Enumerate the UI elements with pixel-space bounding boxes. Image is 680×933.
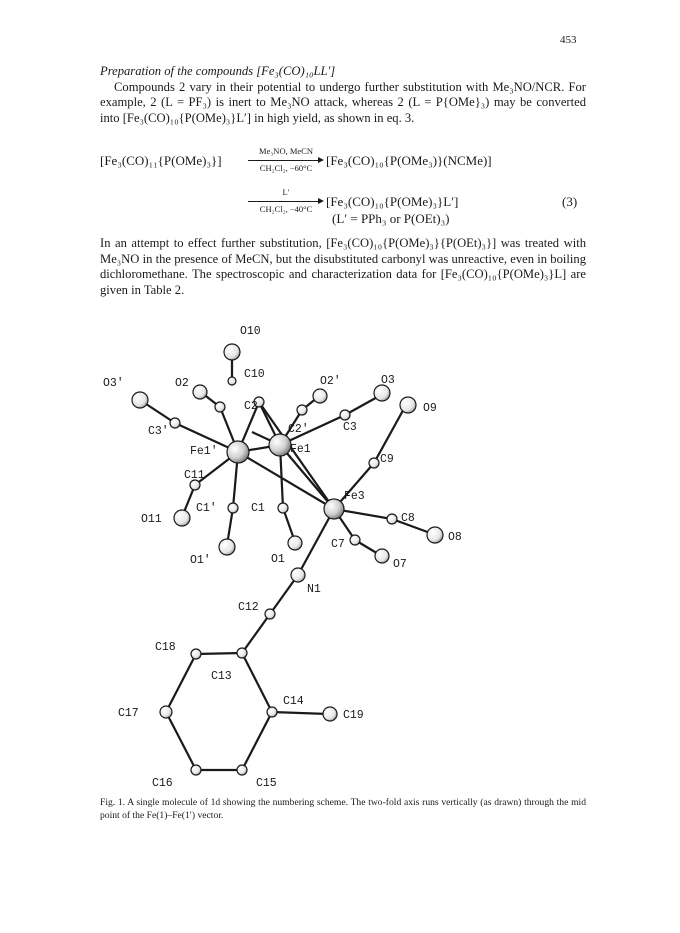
atom-o9 (400, 397, 416, 413)
atom-c7 (350, 535, 360, 545)
figure-caption: Fig. 1. A single molecule of 1d showing the numbering scheme. The two-fold axis runs vertically (as drawn) through the mid point of the Fe(1)–Fe(1′) vector. (100, 797, 586, 821)
label-c19: C19 (343, 709, 364, 722)
label-o7: O7 (393, 558, 407, 571)
atom-c14 (267, 707, 277, 717)
label-c2p: C2′ (288, 423, 309, 436)
label-o2p: O2′ (320, 375, 341, 388)
label-c18: C18 (155, 641, 176, 654)
label-fe1: Fe1 (290, 443, 311, 456)
atom-o8 (427, 527, 443, 543)
label-fe3: Fe3 (344, 490, 365, 503)
bond-c3p-o3p (143, 402, 175, 423)
label-c3p: C3′ (148, 425, 169, 438)
atom-c10b (228, 377, 236, 385)
atom-o1 (288, 536, 302, 550)
atom-c8 (387, 514, 397, 524)
atom-c16 (191, 765, 201, 775)
label-o3: O3 (381, 374, 395, 387)
label-o8: O8 (448, 531, 462, 544)
bond-c17-c18 (166, 654, 196, 712)
atom-c19 (323, 707, 337, 721)
bond-fe3-n1 (298, 509, 334, 575)
label-o3p: O3′ (103, 377, 124, 390)
atom-fe1p (227, 441, 249, 463)
label-c12: C12 (238, 601, 259, 614)
atom-c3p (170, 418, 180, 428)
atom-c1p (228, 503, 238, 513)
label-c17: C17 (118, 707, 139, 720)
atom-o2 (193, 385, 207, 399)
bond-c13-c14 (242, 653, 272, 712)
atom-c18 (191, 649, 201, 659)
bonds (143, 360, 433, 770)
label-c7: C7 (331, 538, 345, 551)
atom-o1p (219, 539, 235, 555)
label-o9: O9 (423, 402, 437, 415)
label-c11: C11 (184, 469, 205, 482)
atom-n1 (291, 568, 305, 582)
eq-product2: [Fe₃(CO)₁₀{P(OMe)₃}L′] (326, 194, 459, 209)
atom-c2 (297, 405, 307, 415)
atom-o3p (132, 392, 148, 408)
bond-c14-c19 (272, 712, 328, 714)
label-n1: N1 (307, 583, 321, 596)
label-fe1p: Fe1′ (190, 445, 218, 458)
atom-c9 (369, 458, 379, 468)
atom-c12 (265, 609, 275, 619)
eq-condition: (L′ = PPh₃ or P(OEt)₃) (332, 211, 450, 226)
paragraph-1: Compounds 2 vary in their potential to undergo further substitution with Me₃NO/NCR. For example, 2 (L = PF₃) is inert to Me₃NO attack, whereas 2 (L = P{OMe}₃) may be converted into [Fe₃(CO)₁₀{P(OMe)₃}L′] in high yield, as shown in eq. 3. (100, 79, 586, 125)
label-c16: C16 (152, 777, 173, 790)
atom-o7 (375, 549, 389, 563)
label-c8: C8 (401, 512, 415, 525)
label-c13: C13 (211, 670, 232, 683)
label-c15: C15 (256, 777, 277, 790)
bond-c12-c13 (242, 614, 270, 653)
atom-labels (103, 325, 462, 790)
atom-c1 (278, 503, 288, 513)
atom-c13 (237, 648, 247, 658)
eq-product1: [Fe₃(CO)₁₀{P(OMe₃)}(NCMe)] (326, 153, 492, 168)
atom-fe1 (269, 434, 291, 456)
label-c1: C1 (251, 502, 265, 515)
eq-number: (3) (562, 194, 578, 209)
label-o10: O10 (240, 325, 261, 338)
eq-arrow2-bottom: CH₂Cl₂, −40°C (259, 204, 313, 214)
label-c3: C3 (343, 421, 357, 434)
atom-fe3 (324, 499, 344, 519)
atom-c17 (160, 706, 172, 718)
eq-reactant: [Fe₃(CO)₁₁{P(OMe)₃}] (100, 153, 222, 168)
eq-arrow1-bottom: CH₂Cl₂, −60°C (259, 163, 313, 173)
bond-c16-c17 (166, 712, 196, 770)
label-c9: C9 (380, 453, 394, 466)
atom-o10 (224, 344, 240, 360)
eq-arrow1-top: Me₃NO, MeCN (259, 146, 313, 156)
atom-c2p (215, 402, 225, 412)
bond-c18-c13 (196, 653, 242, 654)
label-c2: C2 (244, 400, 258, 413)
atom-o3 (374, 385, 390, 401)
atom-c15 (237, 765, 247, 775)
label-o1p: O1′ (190, 554, 211, 567)
label-o1: O1 (271, 553, 285, 566)
label-o11: O11 (141, 513, 162, 526)
bond-c14-c15 (242, 712, 272, 770)
atom-o2p (313, 389, 327, 403)
paragraph-2: In an attempt to effect further substitution, [Fe₃(CO)₁₀{P(OMe)₃}{P(OEt)₃}] was treated with Me₃NO in the presence of MeCN, but the disubstituted carbonyl was unreactive, even in boiling dichloromethane. The spectroscopic and characterization data for [Fe₃(CO)₁₀{P(OMe)₃}L] are given in Table 2. (100, 236, 586, 297)
atom-c3 (340, 410, 350, 420)
atom-o11 (174, 510, 190, 526)
bond-fe1p-fe3 (238, 452, 334, 509)
label-c1p: C1′ (196, 502, 217, 515)
label-o2: O2 (175, 377, 189, 390)
eq-arrow2-top: L′ (282, 187, 290, 197)
label-c10: C10 (244, 368, 265, 381)
section-heading: Preparation of the compounds [Fe₃(CO)₁₀LL′] (100, 64, 336, 78)
page-number: 453 (560, 34, 577, 46)
label-c14: C14 (283, 695, 304, 708)
